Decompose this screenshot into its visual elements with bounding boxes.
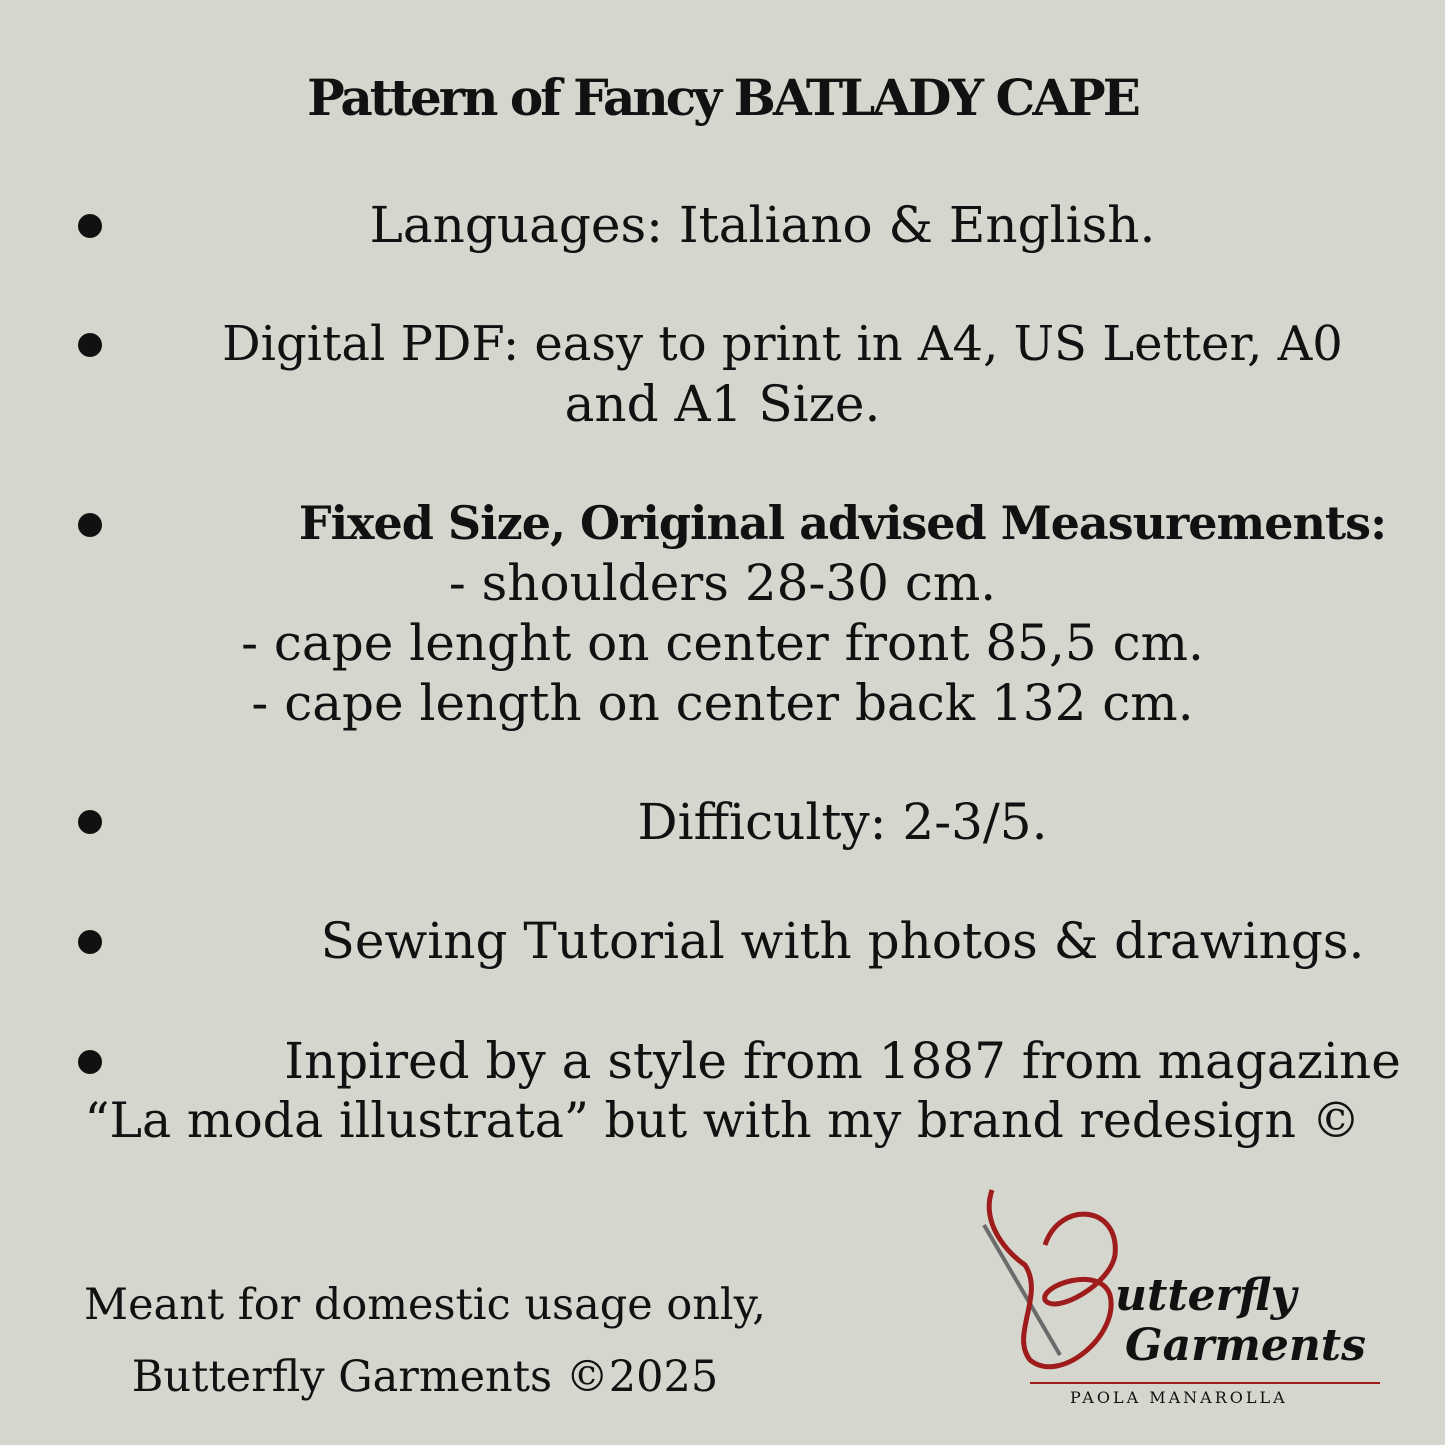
languages-text: Languages: Italiano & English. — [369, 196, 1156, 254]
needle-thread-icon — [970, 1185, 1390, 1405]
measurements-heading: Fixed Size, Original advised Measurements: — [298, 496, 1387, 550]
measurement-front: - cape lenght on center front 85,5 cm. — [241, 614, 1204, 672]
logo-line-1: utterfly — [1115, 1270, 1297, 1321]
footer-line-1: Meant for domestic usage only, — [84, 1280, 766, 1330]
page-title: Pattern of Fancy BATLADY CAPE — [307, 68, 1138, 127]
difficulty-text: Difficulty: 2-3/5. — [637, 793, 1048, 851]
footer-line-2: Butterfly Garments ©2025 — [131, 1352, 719, 1402]
logo-line-2: Garments — [1125, 1320, 1366, 1371]
pdf-text-2: and A1 Size. — [564, 375, 881, 433]
logo-subtitle: PAOLA MANAROLLA — [1070, 1388, 1288, 1405]
pdf-text: Digital PDF: easy to print in A4, US Letter, A0 — [222, 316, 1343, 372]
brand-logo — [970, 1185, 1390, 1405]
measurement-back: - cape length on center back 132 cm. — [251, 674, 1194, 732]
inspired-text: Inpired by a style from 1887 from magazine — [284, 1032, 1401, 1090]
inspired-text-2: “La moda illustrata” but with my brand redesign © — [84, 1092, 1361, 1149]
tutorial-text: Sewing Tutorial with photos & drawings. — [320, 912, 1365, 970]
measurement-shoulders: - shoulders 28-30 cm. — [448, 554, 997, 612]
